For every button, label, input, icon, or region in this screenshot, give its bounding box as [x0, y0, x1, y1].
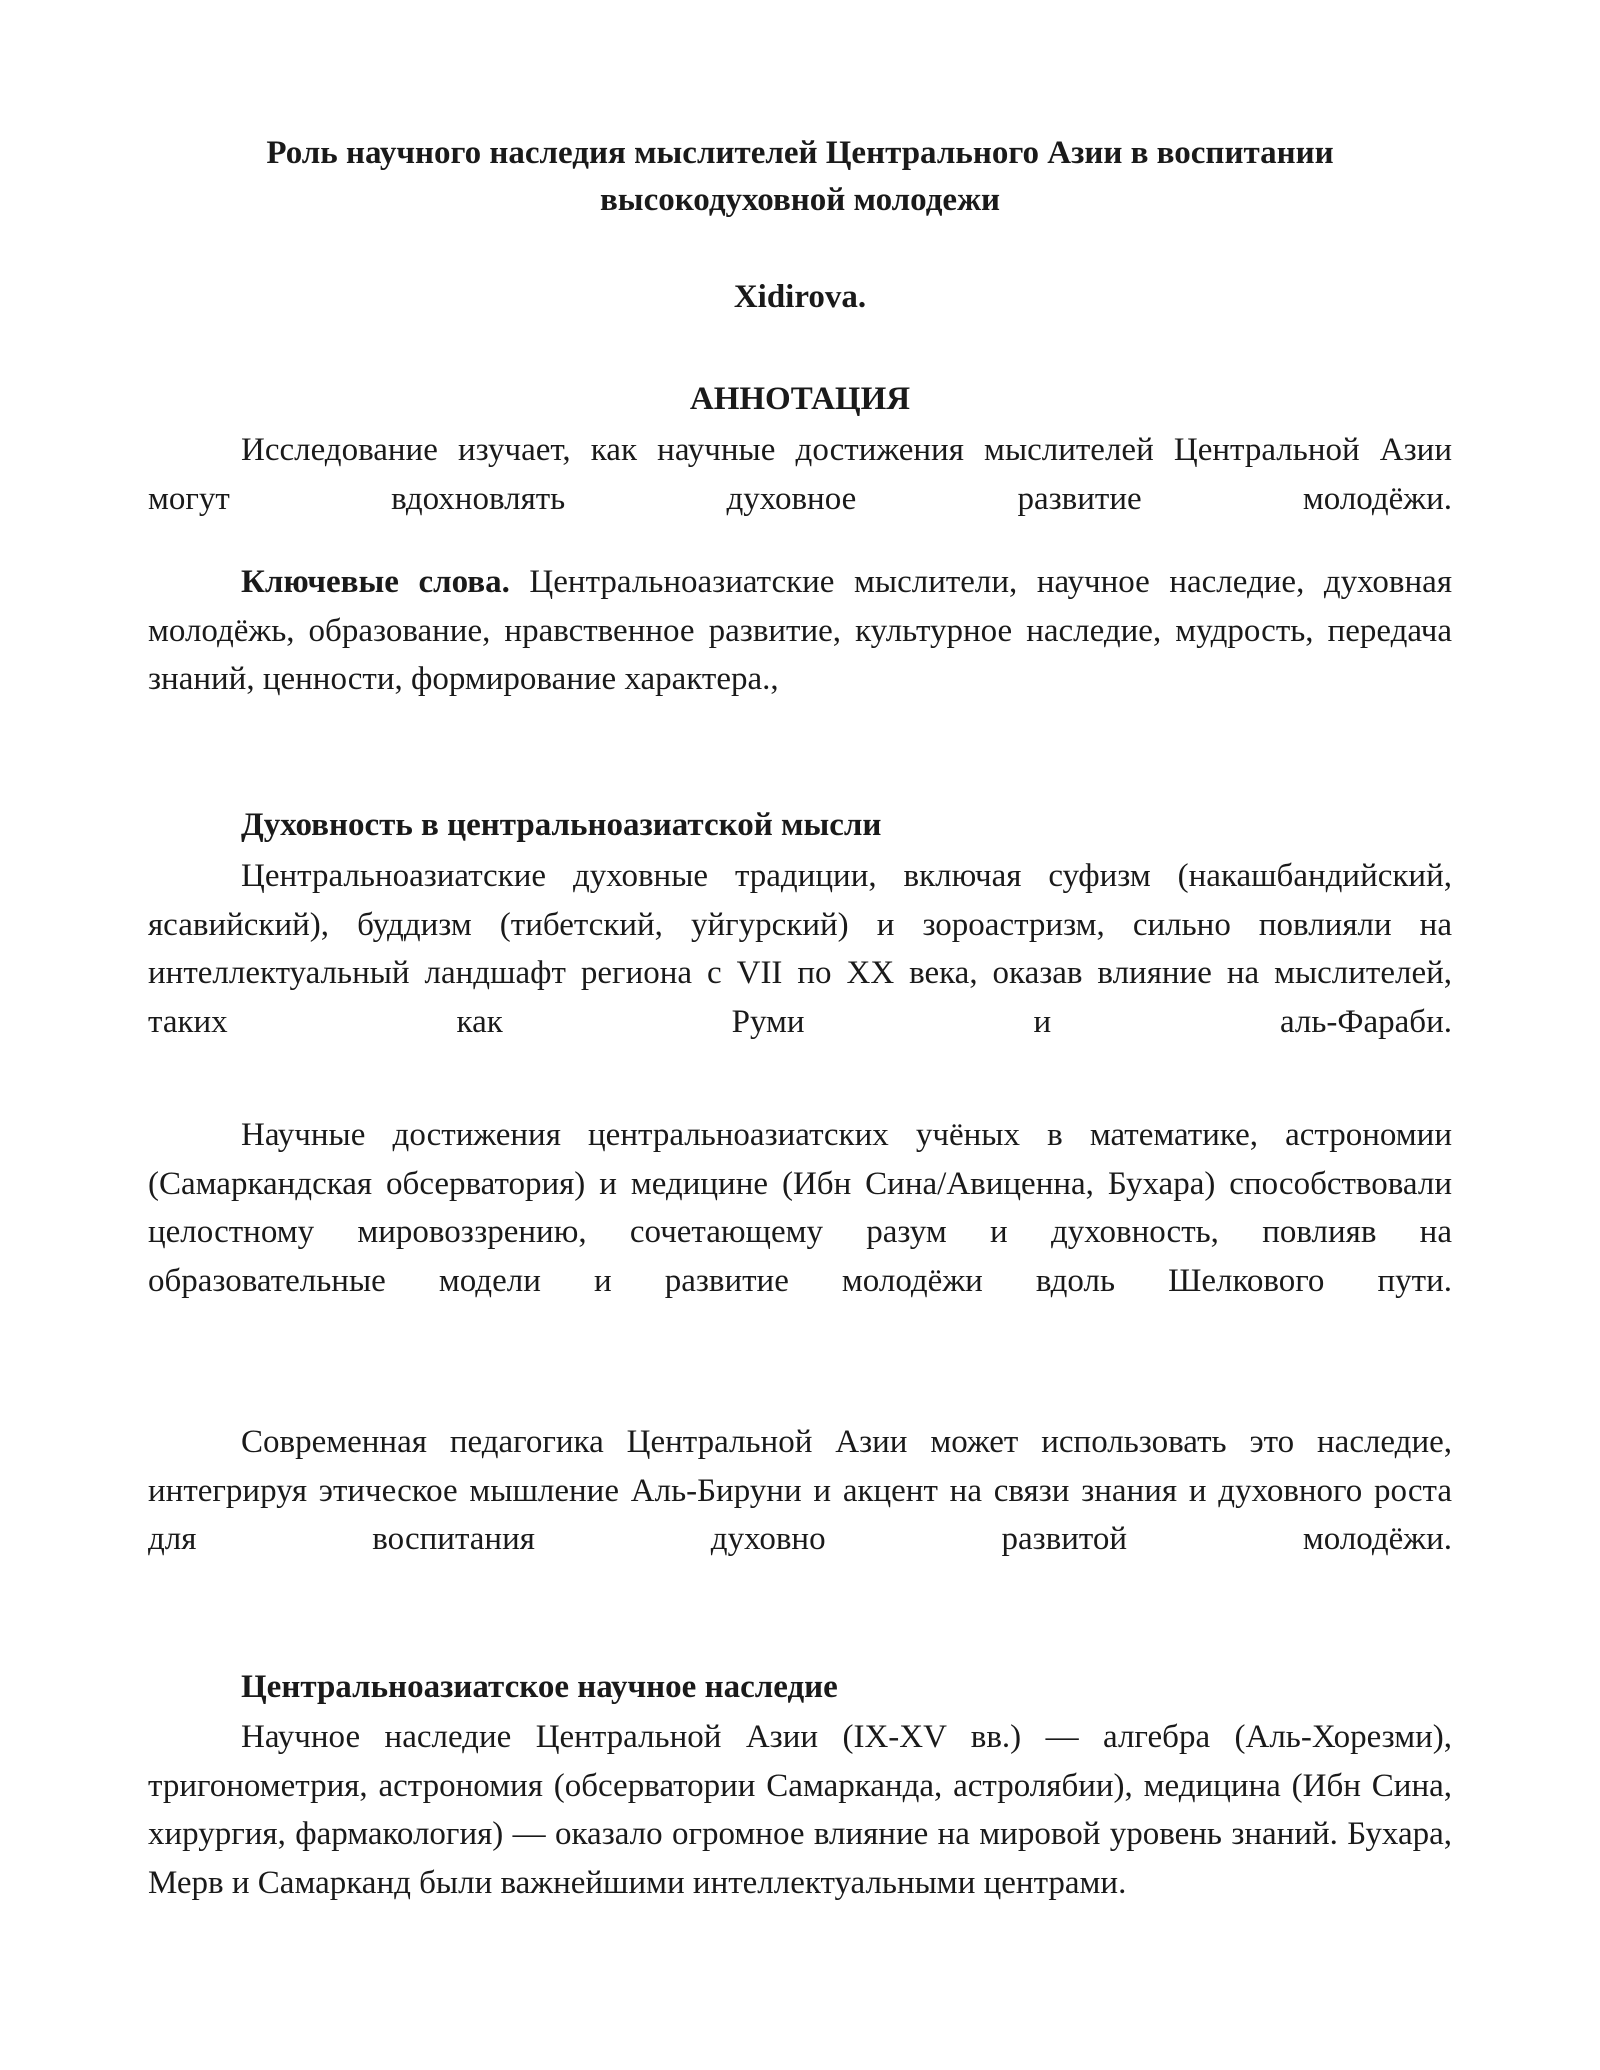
paragraph-modern-pedagogy: Современная педагогика Центральной Азии может использовать это наследие, интегрируя этическое мышление Аль-Бируни и акцент на связи знания и духовного роста для воспитания духовно развитой молодёжи. — [148, 1424, 1452, 1557]
paragraph-spiritual-traditions: Центральноазиатские духовные традиции, включая суфизм (накашбандийский, ясавийский), буддизм (тибетский, уйгурский) и зороастризм, сильно повлияли на интеллектуальный ландшафт региона с VII по XX века, оказав влияние на мыслителей, таких как Руми и аль-Фараби. — [148, 858, 1452, 1040]
annotation-text: Исследование изучает, как научные достижения мыслителей Центральной Азии могут вдохновлять духовное развитие молодёжи. — [148, 432, 1452, 517]
paragraph-scientific-heritage: Научное наследие Центральной Азии (IX-XV вв.) — алгебра (Аль-Хорезми), тригонометрия, астрономия (обсерватории Самарканда, астролябии), медицина (Ибн Сина, хирургия, фармакология) — оказало огромное влияние на мировой уровень знаний. Бухара, Мерв и Самарканд были важнейшими интеллектуальными центрами. — [148, 1719, 1452, 1901]
keywords-paragraph — [148, 558, 1452, 704]
keywords-text: Центральноазиатские мыслители, научное наследие, духовная молодёжь, образование, нравственное развитие, культурное наследие, мудрость, передача знаний, ценности, формирование характера., — [148, 564, 1452, 697]
document-title: Роль научного наследия мыслителей Центрального Азии в воспитании высокодуховной молодежи — [266, 135, 1334, 218]
keywords-label: Ключевые слова. — [241, 564, 510, 600]
section-heading-scientific-heritage: Центральноазиатское научное наследие — [241, 1669, 838, 1705]
annotation-heading: АННОТАЦИЯ — [689, 381, 911, 417]
author-name: Xidirova. — [733, 279, 867, 315]
paragraph-scientific-achievements: Научные достижения центральноазиатских учёных в математике, астрономии (Самаркандская обсерватория) и медицине (Ибн Сина/Авиценна, Бухара) способствовали целостному мировоззрению, сочетающему разум и духовность, повлияв на образовательные модели и развитие молодёжи вдоль Шелкового пути. — [148, 1117, 1452, 1299]
section-heading-spirituality: Духовность в центральноазиатской мысли — [241, 807, 882, 843]
